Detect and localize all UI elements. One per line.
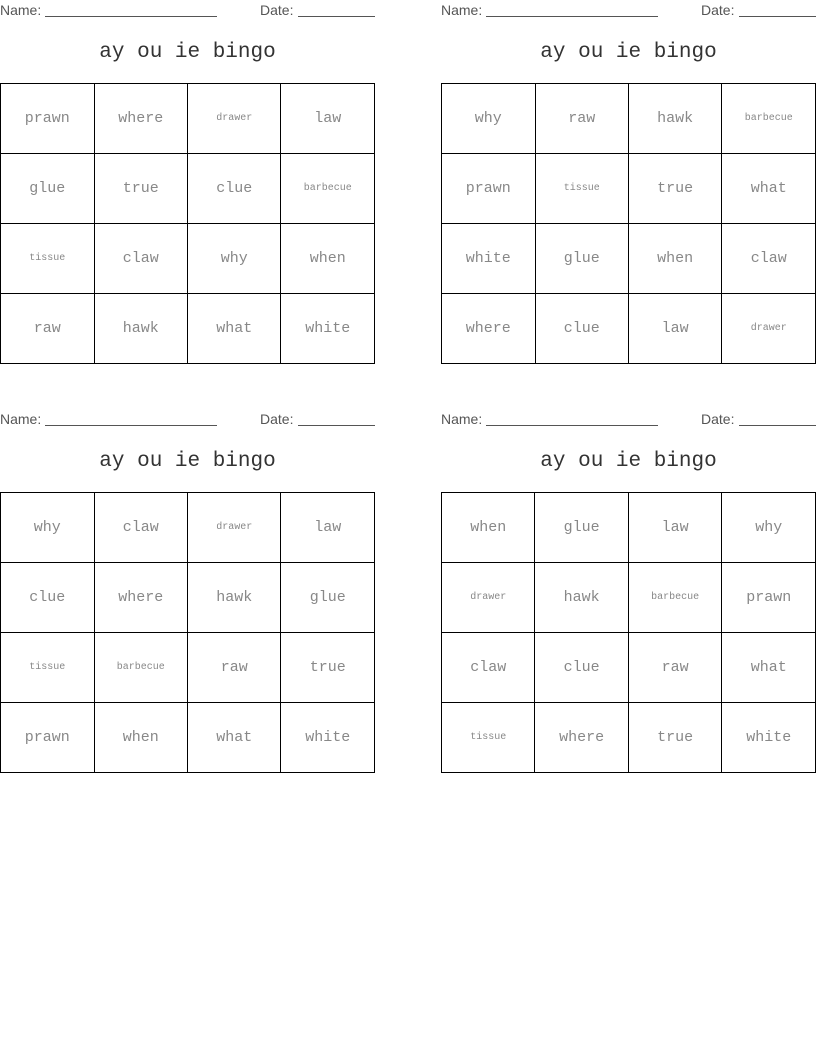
grid-cell: where (94, 84, 188, 154)
name-date-row (0, 411, 375, 429)
grid-cell: raw (535, 84, 628, 154)
grid-cell: where (535, 703, 629, 773)
grid-cell: law (281, 84, 375, 154)
grid-cell: when (281, 224, 375, 294)
bingo-grid (0, 492, 375, 773)
date-blank (739, 425, 816, 426)
date-blank (298, 425, 375, 426)
grid-cell: barbecue (722, 84, 816, 154)
name-label: Name: (0, 2, 42, 18)
bingo-card-2 (441, 0, 816, 380)
grid-cell: when (94, 703, 188, 773)
grid-cell: drawer (188, 84, 281, 154)
grid-row (442, 224, 816, 294)
date-label: Date: (701, 2, 735, 18)
grid-cell: prawn (442, 154, 536, 224)
grid-cell: claw (442, 633, 535, 703)
grid-row (442, 84, 816, 154)
date-blank (298, 16, 375, 17)
grid-cell: raw (188, 633, 281, 703)
bingo-grid (441, 492, 816, 773)
grid-cell: drawer (722, 294, 816, 364)
grid-cell: true (628, 154, 721, 224)
grid-cell: law (628, 294, 721, 364)
bingo-grid (441, 83, 816, 364)
bingo-card-1 (0, 0, 375, 380)
name-label: Name: (0, 411, 42, 427)
grid-cell: white (442, 224, 536, 294)
grid-cell: clue (535, 633, 629, 703)
grid-cell: clue (1, 563, 95, 633)
grid-cell: why (1, 493, 95, 563)
grid-cell: claw (94, 224, 188, 294)
grid-cell: glue (535, 493, 629, 563)
grid-cell: claw (94, 493, 188, 563)
grid-cell: drawer (188, 493, 281, 563)
grid-row (1, 703, 375, 773)
grid-cell: raw (628, 633, 722, 703)
grid-cell: tissue (1, 633, 95, 703)
bingo-card-3 (0, 409, 375, 789)
name-date-row (441, 2, 816, 20)
date-blank (739, 16, 816, 17)
grid-cell: hawk (628, 84, 721, 154)
grid-row (1, 493, 375, 563)
grid-cell: why (722, 493, 816, 563)
grid-cell: prawn (1, 84, 95, 154)
grid-cell: hawk (535, 563, 629, 633)
grid-cell: prawn (1, 703, 95, 773)
grid-cell: drawer (442, 563, 535, 633)
grid-cell: what (722, 633, 816, 703)
grid-row (1, 224, 375, 294)
grid-row (1, 633, 375, 703)
grid-cell: glue (1, 154, 95, 224)
bingo-card-4 (441, 409, 816, 789)
name-blank (45, 425, 217, 426)
bingo-grid (0, 83, 375, 364)
grid-cell: prawn (722, 563, 816, 633)
grid-cell: true (628, 703, 722, 773)
grid-cell: tissue (1, 224, 95, 294)
card-title: ay ou ie bingo (99, 450, 276, 473)
grid-cell: why (188, 224, 281, 294)
grid-cell: why (442, 84, 536, 154)
grid-cell: tissue (442, 703, 535, 773)
grid-cell: law (281, 493, 375, 563)
grid-row (1, 154, 375, 224)
name-label: Name: (441, 2, 483, 18)
grid-cell: clue (535, 294, 628, 364)
name-date-row (441, 411, 816, 429)
grid-cell: barbecue (94, 633, 188, 703)
grid-cell: true (94, 154, 188, 224)
grid-cell: clue (188, 154, 281, 224)
grid-cell: barbecue (628, 563, 722, 633)
card-title: ay ou ie bingo (99, 41, 276, 64)
grid-row (442, 294, 816, 364)
grid-row (1, 563, 375, 633)
grid-row (442, 563, 816, 633)
name-blank (486, 425, 658, 426)
grid-cell: hawk (188, 563, 281, 633)
card-title: ay ou ie bingo (540, 41, 717, 64)
grid-row (442, 493, 816, 563)
name-blank (486, 16, 658, 17)
grid-cell: raw (1, 294, 95, 364)
grid-cell: glue (281, 563, 375, 633)
grid-cell: white (722, 703, 816, 773)
grid-cell: glue (535, 224, 628, 294)
date-label: Date: (260, 411, 294, 427)
grid-cell: where (442, 294, 536, 364)
grid-row (442, 703, 816, 773)
grid-cell: hawk (94, 294, 188, 364)
name-blank (45, 16, 217, 17)
grid-cell: claw (722, 224, 816, 294)
grid-cell: what (188, 703, 281, 773)
grid-cell: barbecue (281, 154, 375, 224)
name-date-row (0, 2, 375, 20)
grid-cell: law (628, 493, 722, 563)
grid-row (442, 154, 816, 224)
name-label: Name: (441, 411, 483, 427)
grid-cell: true (281, 633, 375, 703)
grid-cell: white (281, 703, 375, 773)
date-label: Date: (701, 411, 735, 427)
grid-cell: tissue (535, 154, 628, 224)
grid-row (1, 294, 375, 364)
grid-cell: when (628, 224, 721, 294)
grid-row (1, 84, 375, 154)
grid-cell: white (281, 294, 375, 364)
grid-cell: when (442, 493, 535, 563)
grid-cell: what (188, 294, 281, 364)
date-label: Date: (260, 2, 294, 18)
grid-cell: where (94, 563, 188, 633)
card-title: ay ou ie bingo (540, 450, 717, 473)
grid-cell: what (722, 154, 816, 224)
grid-row (442, 633, 816, 703)
